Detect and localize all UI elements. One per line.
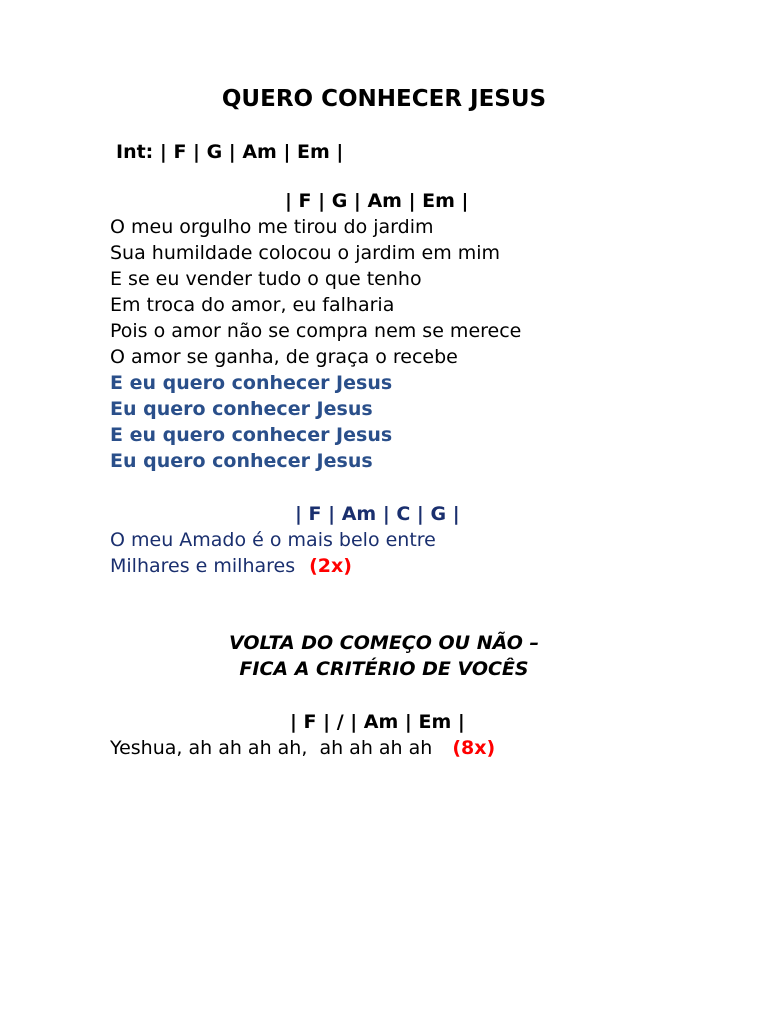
verse-line: O amor se ganha, de graça o recebe [110, 346, 458, 368]
ending-line-text: Yeshua, ah ah ah ah, ah ah ah ah [110, 737, 433, 759]
repeat-marker: (8x) [452, 737, 496, 759]
verse-line: E se eu vender tudo o que tenho [110, 268, 422, 290]
song-title: QUERO CONHECER JESUS [221, 86, 547, 112]
chorus-line: E eu quero conhecer Jesus [110, 424, 393, 446]
verse-line: Pois o amor não se compra nem se merece [110, 320, 522, 342]
chorus-line: Eu quero conhecer Jesus [110, 450, 373, 472]
repeat-marker: (2x) [309, 555, 352, 577]
verse-line: Em troca do amor, eu falharia [110, 294, 395, 316]
verse-line: Sua humildade colocou o jardim em mim [110, 242, 501, 264]
note-line: FICA A CRITÉRIO DE VOCÊS [239, 658, 529, 680]
chorus-line: Eu quero conhecer Jesus [110, 398, 373, 420]
bridge-line-with-repeat [110, 557, 352, 576]
ending-chords: | F | / | Am | Em | [290, 711, 465, 733]
bridge-chords: | F | Am | C | G | [295, 503, 460, 525]
bridge-line: O meu Amado é o mais belo entre [110, 529, 436, 551]
ending-line-with-repeat [110, 739, 495, 758]
note-line: VOLTA DO COMEÇO OU NÃO – [228, 632, 539, 654]
verse-chords: | F | G | Am | Em | [285, 190, 469, 212]
verse-line: O meu orgulho me tirou do jardim [110, 216, 434, 238]
chorus-line: E eu quero conhecer Jesus [110, 372, 393, 394]
bridge-line-text: Milhares e milhares [110, 555, 296, 577]
intro-chords: Int: | F | G | Am | Em | [116, 141, 344, 163]
